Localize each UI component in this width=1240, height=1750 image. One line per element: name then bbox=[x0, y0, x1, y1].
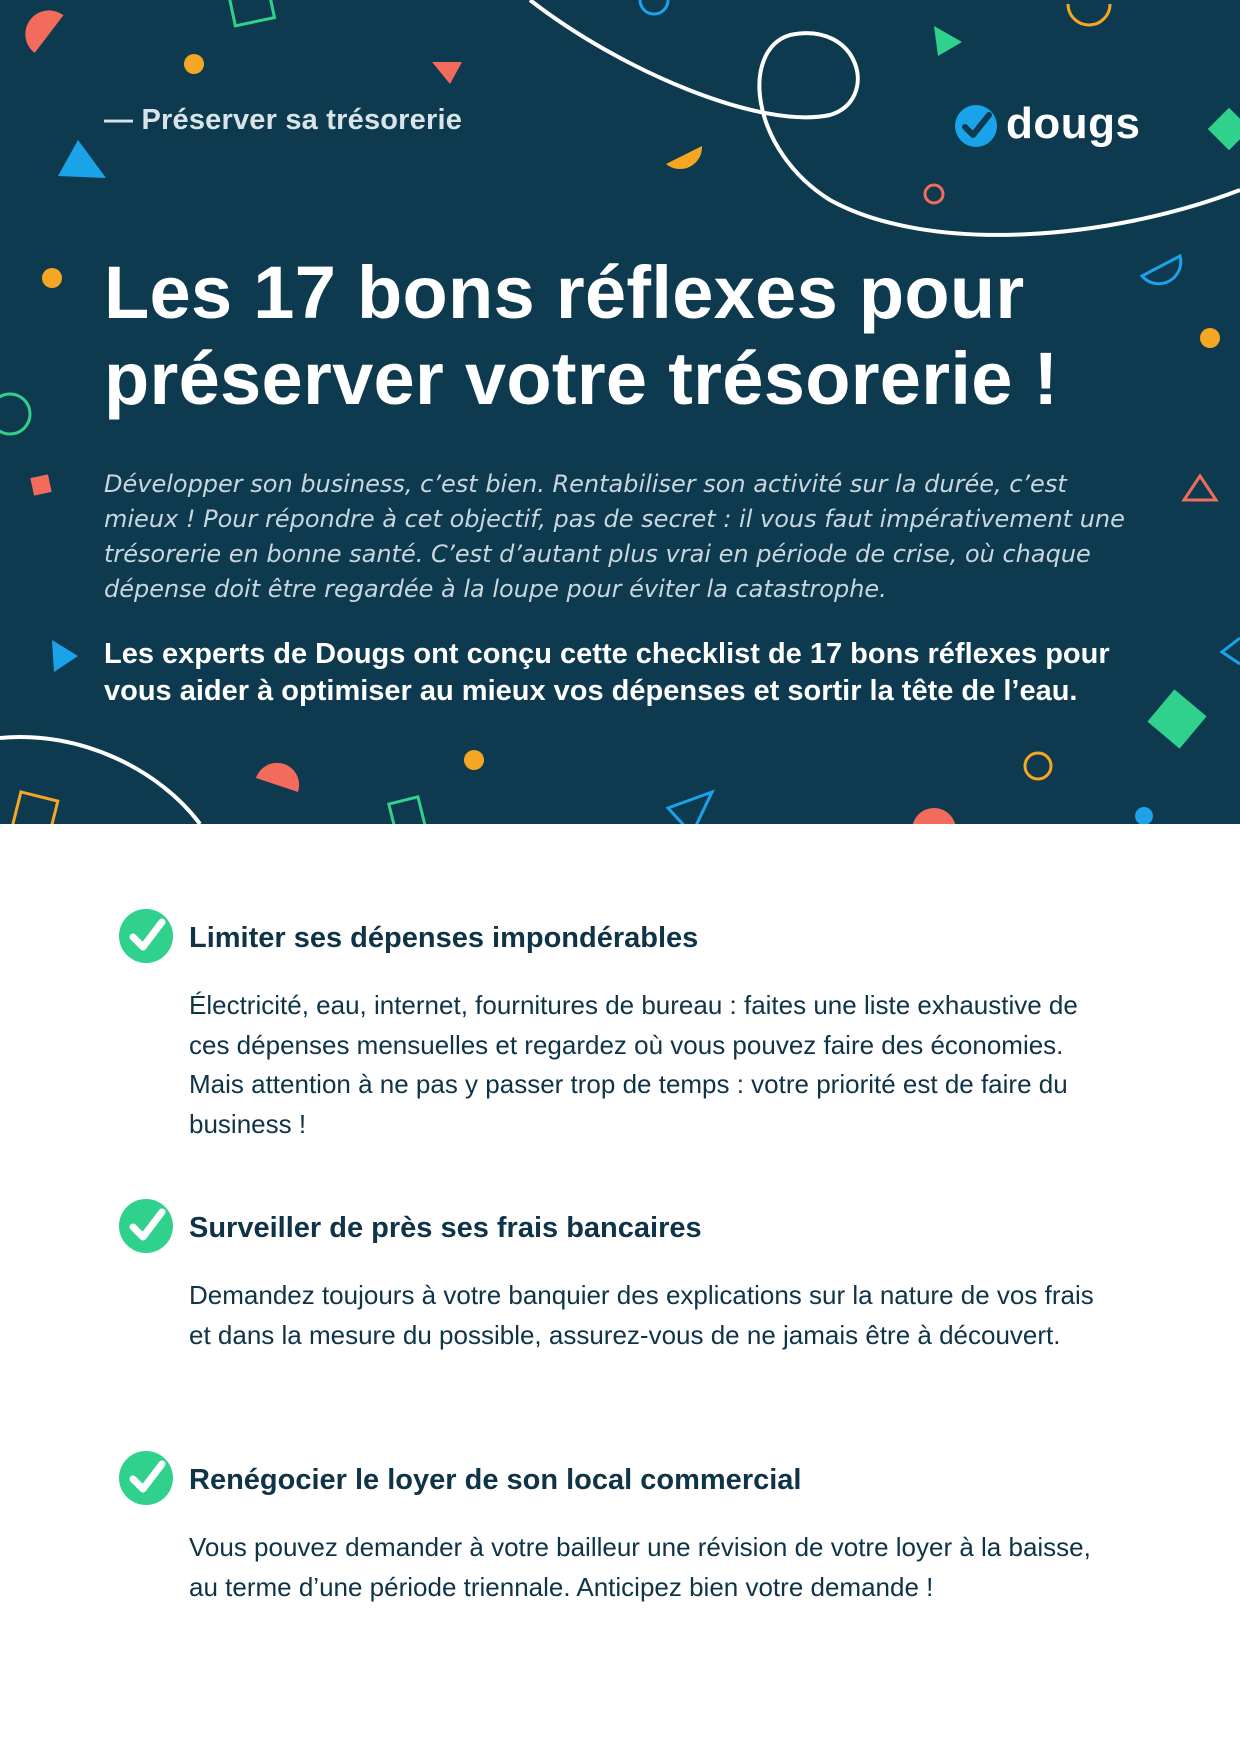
orange-dot-shape bbox=[184, 54, 204, 74]
coral-semicircle-shape bbox=[912, 808, 956, 824]
blue-arc-shape bbox=[640, 0, 668, 14]
intro-paragraph: Développer son business, c’est bien. Rentabiliser son activité sur la durée, c’est mieux ! Pour répondre à cet objectif, pas de secret : il vous faut impérativement une trésorerie en bonne santé. C’est d’autant plus vrai en période de crise, où chaque dépense doit être regardée à la loupe pour éviter la catastrophe. bbox=[104, 470, 1125, 603]
orange-dot-shape bbox=[464, 750, 484, 770]
decorative-curve-bottom bbox=[0, 737, 200, 824]
page-title bbox=[104, 250, 1134, 422]
blue-arc-shape bbox=[1222, 638, 1240, 664]
coral-triangle-outline-shape bbox=[1184, 476, 1216, 500]
dougs-logo[interactable] bbox=[954, 98, 1140, 154]
green-square-outline-shape bbox=[389, 797, 425, 824]
check-circle-icon bbox=[118, 1450, 174, 1506]
blue-half-ring-shape bbox=[1142, 256, 1181, 284]
coral-ring-shape bbox=[925, 185, 943, 203]
title-line-1: Les 17 bons réflexes pour bbox=[104, 251, 1025, 334]
section-kicker: — Préserver sa trésorerie bbox=[104, 104, 463, 136]
orange-ring-shape bbox=[1025, 753, 1051, 779]
green-diamond-shape bbox=[1208, 108, 1240, 150]
blue-dot-shape bbox=[1135, 807, 1153, 824]
coral-triangle-shape bbox=[432, 62, 462, 84]
green-square-outline-shape bbox=[229, 0, 274, 26]
hero-banner bbox=[0, 0, 1240, 824]
checklist-item-body: Demandez toujours à votre banquier des explications sur la nature de vos frais et dans la mesure du possible, assurez-vous de ne jamais être à découvert. bbox=[189, 1280, 1094, 1350]
green-triangle-shape bbox=[934, 26, 962, 56]
orange-dot-shape bbox=[42, 268, 62, 288]
coral-square-shape bbox=[30, 474, 51, 495]
checklist-item-title: Limiter ses dépenses impondérables bbox=[189, 922, 699, 954]
checklist-item-body: Électricité, eau, internet, fournitures de bureau : faites une liste exhaustive de ces dépenses mensuelles et regardez où vous pouvez faire des économies. Mais attention à ne pas y passer trop de temps : votre priorité est de faire du business ! bbox=[189, 990, 1078, 1139]
blue-triangle-shape bbox=[58, 140, 106, 178]
blue-triangle-outline-shape bbox=[668, 792, 712, 824]
green-diamond-shape bbox=[1147, 689, 1206, 748]
orange-arc-shape bbox=[1068, 4, 1110, 25]
check-circle-icon bbox=[118, 908, 174, 964]
green-ring-shape bbox=[0, 394, 30, 434]
coral-semicircle-shape bbox=[256, 763, 299, 792]
check-circle-icon bbox=[954, 104, 998, 148]
checklist-item-title: Surveiller de près ses frais bancaires bbox=[189, 1212, 702, 1244]
title-line-2: préserver votre trésorerie ! bbox=[104, 337, 1059, 420]
checklist-item-title: Renégocier le loyer de son local commercial bbox=[189, 1464, 802, 1496]
logo-wordmark: dougs bbox=[1006, 99, 1141, 148]
coral-semicircle-shape bbox=[18, 4, 73, 54]
orange-square-outline-shape bbox=[12, 792, 58, 824]
checklist-item-body: Vous pouvez demander à votre bailleur une révision de votre loyer à la baisse, au terme d’une période triennale. Anticipez bien votre demande ! bbox=[189, 1532, 1091, 1602]
blue-triangle-shape bbox=[52, 640, 78, 672]
check-circle-icon bbox=[118, 1198, 174, 1254]
lead-paragraph: Les experts de Dougs ont conçu cette checklist de 17 bons réflexes pour vous aider à optimiser au mieux vos dépenses et sortir la tête de l’eau. bbox=[104, 638, 1110, 707]
orange-dot-shape bbox=[1200, 328, 1220, 348]
orange-semicircle-shape bbox=[666, 146, 702, 169]
